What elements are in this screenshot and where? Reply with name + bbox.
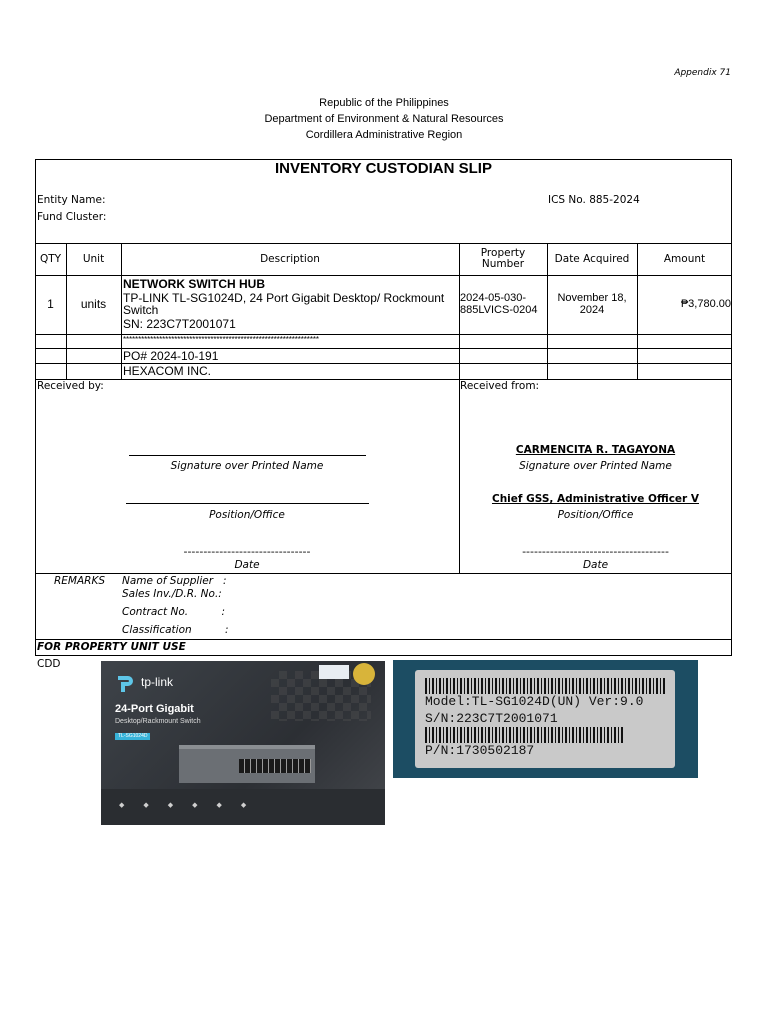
received-by-position-line — [126, 503, 369, 504]
box-brand: tp-link — [141, 675, 174, 689]
box-title: 24-Port Gigabit — [115, 703, 194, 715]
header-date-acquired: Date Acquired — [554, 252, 630, 265]
switch-device-illustration — [179, 745, 315, 783]
box-subtitle: Desktop/Rackmount Switch — [115, 718, 201, 725]
header-region: Cordillera Administrative Region — [305, 129, 463, 141]
received-by-date-caption: Date — [234, 559, 260, 571]
header-property-line2: Number — [481, 258, 525, 270]
received-by-date-line: -------------------------------- — [183, 545, 311, 558]
supplier-name: HEXACOM INC. — [123, 364, 212, 378]
label-part-number: P/N:1730502187 — [425, 743, 535, 758]
received-from-date-line: ------------------------------------- — [522, 545, 669, 558]
header-unit: Unit — [82, 252, 105, 265]
remarks-contract: Contract No. : — [122, 606, 226, 618]
header-amount: Amount — [663, 252, 706, 265]
po-number: PO# 2024-10-191 — [123, 349, 219, 363]
item-unit: units — [80, 297, 107, 311]
received-from-position: Chief GSS, Administrative Officer V — [491, 493, 699, 505]
received-by-position-caption: Position/Office — [209, 509, 285, 521]
remarks-supplier: Name of Supplier : — [122, 575, 227, 587]
label-model: Model:TL-SG1024D(UN) Ver:9.0 — [425, 694, 644, 709]
appendix-label: Appendix 71 — [674, 68, 731, 78]
header-description: Description — [260, 252, 320, 265]
item-desc-line2: Switch — [123, 303, 159, 317]
remarks-sales-invoice: Sales Inv./D.R. No.: — [122, 588, 222, 600]
item-property-line2: 885LVICS-0204 — [460, 304, 538, 316]
label-serial: S/N:223C7T2001071 — [425, 711, 558, 726]
cdd-label: CDD — [37, 658, 61, 670]
item-amount: ₱3,780.00 — [680, 298, 731, 310]
received-from-date-caption: Date — [582, 559, 609, 571]
item-desc-title: NETWORK SWITCH HUB — [123, 277, 265, 291]
ics-number: ICS No. 885-2024 — [548, 194, 640, 206]
header-property-line1: Property — [480, 247, 526, 259]
entity-name-label: Entity Name: — [37, 194, 106, 206]
received-from-label: Received from: — [460, 380, 540, 392]
item-qty: 1 — [47, 297, 54, 311]
barcode-pn — [425, 727, 625, 743]
received-from-name: CARMENCITA R. TAGAYONA — [515, 444, 676, 456]
received-by-signature-caption: Signature over Printed Name — [170, 460, 324, 472]
header-republic: Republic of the Philippines — [319, 97, 449, 109]
received-from-position-caption: Position/Office — [557, 509, 634, 521]
product-box-photo: tp-link 24-Port Gigabit Desktop/Rackmount Switch TL-SG1024D ◆◆◆◆◆◆ — [101, 661, 385, 825]
remarks-classification: Classification : — [122, 624, 229, 636]
received-from-signature-caption: Signature over Printed Name — [519, 460, 672, 472]
received-by-signature-line — [129, 455, 366, 456]
fund-cluster-label: Fund Cluster: — [37, 211, 107, 223]
barcode-model — [425, 678, 667, 694]
remarks-label: REMARKS — [54, 575, 106, 587]
header-property-number — [459, 243, 547, 275]
item-property-line1: 2024-05-030- — [460, 292, 527, 304]
item-desc-line1: TP-LINK TL-SG1024D, 24 Port Gigabit Desktop/ Rockmount — [123, 291, 445, 305]
received-by-label: Received by: — [37, 380, 104, 392]
item-serial: SN: 223C7T2001071 — [123, 317, 236, 331]
item-date-line1: November 18, — [557, 292, 627, 304]
stars-separator: ***************************************************************** — [123, 335, 319, 344]
serial-label-photo — [393, 660, 698, 778]
property-unit-use-label: FOR PROPERTY UNIT USE — [37, 641, 186, 653]
box-model-badge: TL-SG1024D — [115, 733, 150, 740]
header-department: Department of Environment & Natural Resources — [264, 113, 504, 125]
tplink-logo-icon — [115, 673, 137, 693]
item-date-line2: 2024 — [579, 304, 605, 316]
form-title: INVENTORY CUSTODIAN SLIP — [275, 160, 492, 177]
header-qty: QTY — [39, 252, 62, 265]
